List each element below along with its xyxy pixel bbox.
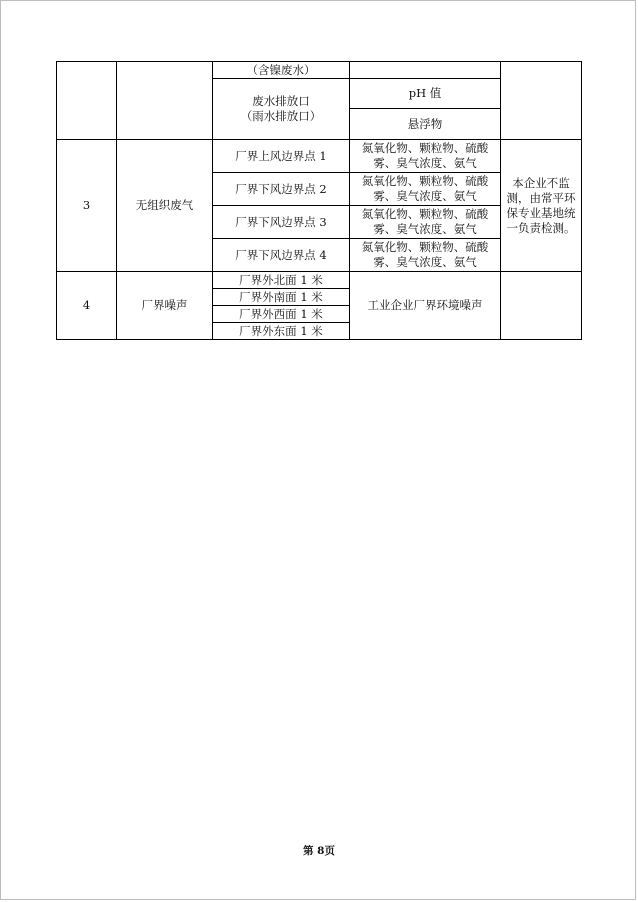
cell-note: 本企业不监测，由常平环保专业基地统一负责检测。 <box>501 140 582 272</box>
cell-no-empty <box>57 62 117 140</box>
cell-location: 厂界下风边界点 4 <box>213 239 350 272</box>
cell-location: 厂界外西面 1 米 <box>213 306 350 323</box>
cell-type: 无组织废气 <box>117 140 213 272</box>
cell-indicators: 工业企业厂界环境噪声 <box>350 272 501 340</box>
cell-note-empty <box>501 62 582 140</box>
cell-location: （含镍废水） <box>213 62 350 79</box>
location-line: （雨水排放口） <box>240 109 322 123</box>
table-row <box>57 140 582 173</box>
table-row <box>57 272 582 289</box>
cell-indicator-ss: 悬浮物 <box>350 109 501 140</box>
location-line: 废水排放口 <box>252 94 310 108</box>
cell-no: 3 <box>57 140 117 272</box>
cell-note-empty <box>501 272 582 340</box>
page-number: 第 8页 <box>303 845 335 857</box>
cell-location: 厂界外北面 1 米 <box>213 272 350 289</box>
cell-indicator-ph: pH 值 <box>350 79 501 109</box>
cell-location: 厂界上风边界点 1 <box>213 140 350 173</box>
cell-location: 厂界外东面 1 米 <box>213 323 350 340</box>
cell-location: 厂界下风边界点 2 <box>213 173 350 206</box>
cell-location: 厂界下风边界点 3 <box>213 206 350 239</box>
cell-indicators: 氮氧化物、颗粒物、硫酸 雾、臭气浓度、氨气 <box>350 206 501 239</box>
cell-type-empty <box>117 62 213 140</box>
cell-location <box>213 79 350 140</box>
cell-indicators: 氮氧化物、颗粒物、硫酸 雾、臭气浓度、氨气 <box>350 239 501 272</box>
table-row <box>57 62 582 79</box>
cell-type: 厂界噪声 <box>117 272 213 340</box>
cell-indicators: 氮氧化物、颗粒物、硫酸 雾、臭气浓度、氨气 <box>350 140 501 173</box>
monitoring-table <box>56 61 582 340</box>
cell-indicators: 氮氧化物、颗粒物、硫酸 雾、臭气浓度、氨气 <box>350 173 501 206</box>
cell-no: 4 <box>57 272 117 340</box>
cell-location: 厂界外南面 1 米 <box>213 289 350 306</box>
cell-indicator-empty <box>350 62 501 79</box>
